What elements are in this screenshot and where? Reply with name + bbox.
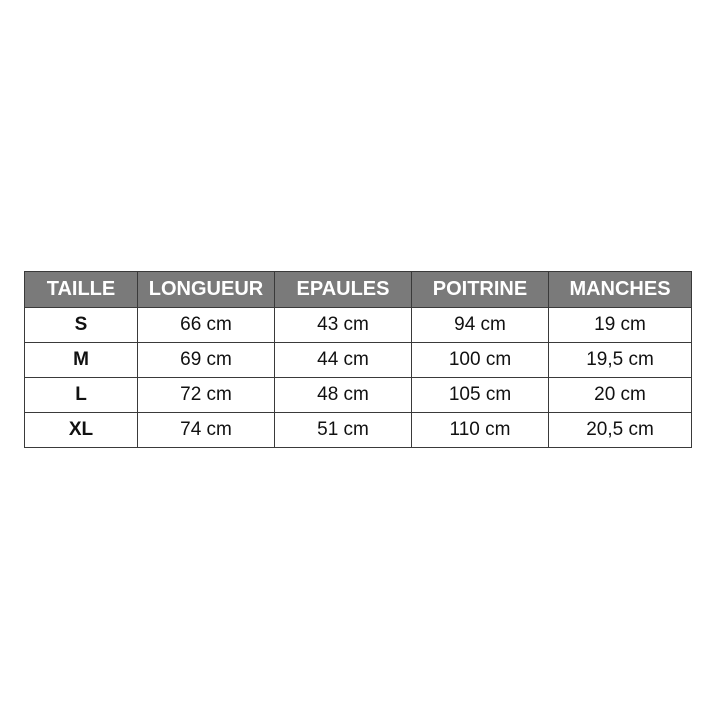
- size-cell: L: [25, 378, 138, 413]
- column-header-epaules: EPAULES: [275, 272, 412, 308]
- table-row: [25, 308, 692, 343]
- table-row: [25, 343, 692, 378]
- column-header-manches: MANCHES: [549, 272, 692, 308]
- manches-cell: 20 cm: [549, 378, 692, 413]
- size-cell: S: [25, 308, 138, 343]
- column-header-poitrine: POITRINE: [412, 272, 549, 308]
- longueur-cell: 72 cm: [138, 378, 275, 413]
- table-row: [25, 413, 692, 448]
- size-cell: XL: [25, 413, 138, 448]
- longueur-cell: 74 cm: [138, 413, 275, 448]
- longueur-cell: 69 cm: [138, 343, 275, 378]
- table-row: [25, 378, 692, 413]
- epaules-cell: 51 cm: [275, 413, 412, 448]
- poitrine-cell: 94 cm: [412, 308, 549, 343]
- size-chart-table: [24, 271, 692, 448]
- manches-cell: 19,5 cm: [549, 343, 692, 378]
- size-cell: M: [25, 343, 138, 378]
- column-header-longueur: LONGUEUR: [138, 272, 275, 308]
- manches-cell: 19 cm: [549, 308, 692, 343]
- epaules-cell: 43 cm: [275, 308, 412, 343]
- longueur-cell: 66 cm: [138, 308, 275, 343]
- poitrine-cell: 100 cm: [412, 343, 549, 378]
- table-header-row: [25, 272, 692, 308]
- epaules-cell: 48 cm: [275, 378, 412, 413]
- column-header-taille: TAILLE: [25, 272, 138, 308]
- epaules-cell: 44 cm: [275, 343, 412, 378]
- manches-cell: 20,5 cm: [549, 413, 692, 448]
- poitrine-cell: 105 cm: [412, 378, 549, 413]
- poitrine-cell: 110 cm: [412, 413, 549, 448]
